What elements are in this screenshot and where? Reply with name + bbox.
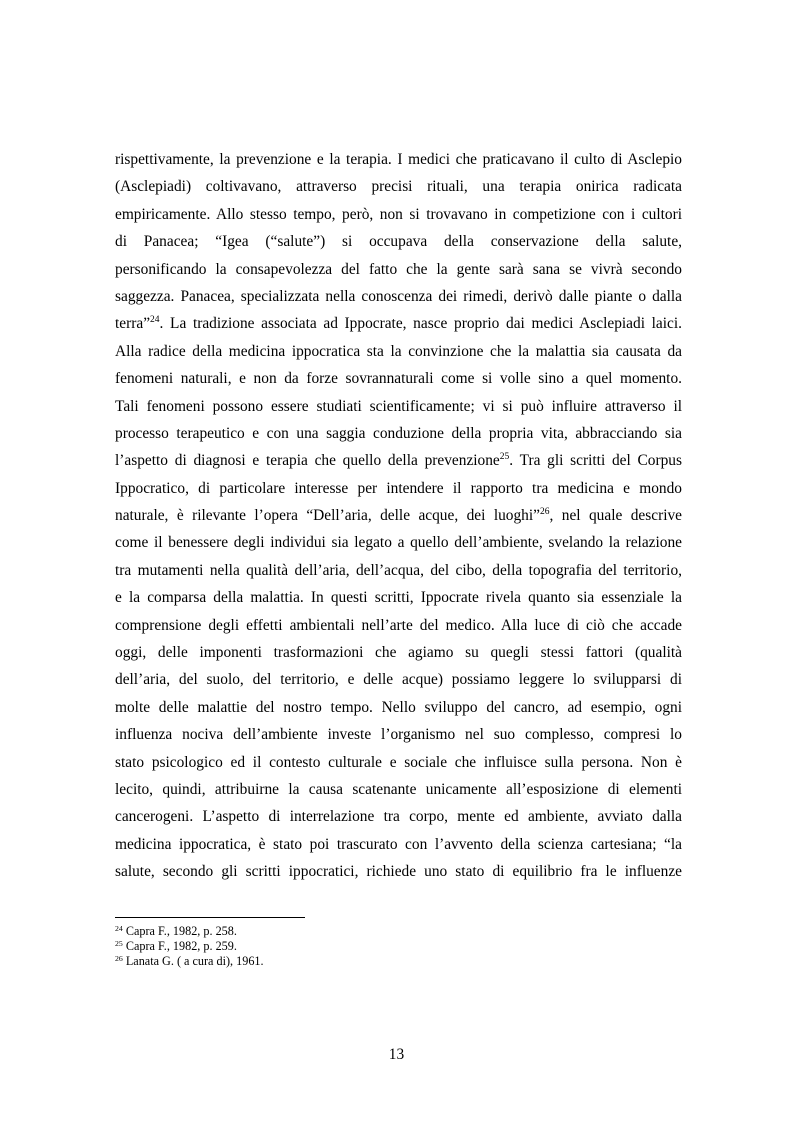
footnote-text: Capra F., 1982, p. 259. bbox=[125, 939, 237, 953]
text-line: come il benessere degli individui sia legato a quello dell’ambiente, svelando la relazione bbox=[115, 534, 682, 552]
footnote-separator bbox=[115, 917, 305, 918]
text-line: lecito, quindi, attribuirne la causa scatenante unicamente all’esposizione di elementi bbox=[115, 780, 682, 798]
footnote-number: 25 bbox=[115, 939, 123, 948]
text-line: molte delle malattie del nostro tempo. Nello sviluppo del cancro, ad esempio, ogni bbox=[115, 698, 682, 716]
footnote-ref: 24 bbox=[150, 315, 160, 326]
text-line: stato psicologico ed il contesto culturale e sociale che influisce sulla persona. Non è bbox=[115, 753, 682, 771]
text-line: tra mutamenti nella qualità dell’aria, dell’acqua, del cibo, della topografia del territorio, bbox=[115, 561, 682, 579]
text-line: salute, secondo gli scritti ippocratici, richiede uno stato di equilibrio fra le influenze bbox=[115, 863, 682, 881]
text-line: (Asclepiadi) coltivavano, attraverso precisi rituali, una terapia onirica radicata bbox=[115, 178, 682, 196]
text-line: Alla radice della medicina ippocratica sta la convinzione che la malattia sia causata da bbox=[115, 342, 682, 360]
text-line bbox=[115, 502, 682, 529]
text-line: Ippocratico, di particolare interesse per intendere il rapporto tra medicina e mondo bbox=[115, 479, 682, 497]
text-line: oggi, delle imponenti trasformazioni che agiamo su quegli stessi fattori (qualità bbox=[115, 644, 682, 662]
text-line bbox=[115, 447, 682, 474]
text-line: medicina ippocratica, è stato poi trascurato con l’avvento della scienza cartesiana; “la bbox=[115, 835, 682, 853]
text-line: rispettivamente, la prevenzione e la terapia. I medici che praticavano il culto di Asclepio bbox=[115, 151, 682, 168]
text-line: dell’aria, del suolo, del territorio, e delle acque) possiamo leggere lo svilupparsi di bbox=[115, 671, 682, 689]
text-line: di Panacea; “Igea (“salute”) si occupava della conservazione della salute, bbox=[115, 233, 682, 251]
footnote-text: Lanata G. ( a cura di), 1961. bbox=[125, 954, 264, 968]
text-line: cancerogeni. L’aspetto di interrelazione tra corpo, mente ed ambiente, avviato dalla bbox=[115, 808, 682, 826]
footnotes bbox=[115, 924, 682, 969]
text-segment: . La tradizione associata ad Ippocrate, nasce proprio dai medici Asclepiadi laici. bbox=[159, 315, 682, 333]
text-line bbox=[115, 310, 682, 337]
footnote bbox=[115, 939, 682, 954]
text-segment: . Tra gli scritti del Corpus bbox=[509, 452, 682, 470]
text-segment: naturale, è rilevante l’opera “Dell’aria, delle acque, dei luoghi” bbox=[115, 507, 540, 525]
body-text bbox=[115, 146, 682, 886]
text-line: fenomeni naturali, e non da forze sovrannaturali come si volle sino a quel momento. bbox=[115, 370, 682, 388]
text-line: e la comparsa della malattia. In questi scritti, Ippocrate rivela quanto sia essenziale la bbox=[115, 589, 682, 607]
text-line: comprensione degli effetti ambientali nell’arte del medico. Alla luce di ciò che accade bbox=[115, 616, 682, 634]
text-line: saggezza. Panacea, specializzata nella conoscenza dei rimedi, derivò dalle piante o dalla bbox=[115, 287, 682, 305]
footnote-ref: 26 bbox=[539, 507, 550, 518]
footnote bbox=[115, 954, 682, 969]
footnote-text: Capra F., 1982, p. 258. bbox=[125, 924, 237, 938]
footnote-number: 24 bbox=[115, 924, 123, 933]
text-segment: terra” bbox=[115, 315, 151, 333]
text-line: influenza nociva dell’ambiente investe l’organismo nel suo complesso, compresi lo bbox=[115, 726, 682, 744]
footnote bbox=[115, 924, 682, 939]
footnote-number: 26 bbox=[115, 954, 123, 963]
text-line: Tali fenomeni possono essere studiati scientificamente; vi si può influire attraverso il bbox=[115, 397, 682, 415]
footnote-ref: 25 bbox=[499, 452, 510, 463]
text-line: empiricamente. Allo stesso tempo, però, non si trovavano in competizione con i cultori bbox=[115, 205, 682, 223]
text-segment: , nel quale descrive bbox=[549, 507, 682, 525]
page-number: 13 bbox=[388, 1046, 405, 1063]
text-line: personificando la consapevolezza del fatto che la gente sarà sana se vivrà secondo bbox=[115, 260, 682, 278]
text-segment: l’aspetto di diagnosi e terapia che quello della prevenzione bbox=[115, 452, 500, 470]
text-line: processo terapeutico e con una saggia conduzione della propria vita, abbracciando sia bbox=[115, 424, 682, 442]
